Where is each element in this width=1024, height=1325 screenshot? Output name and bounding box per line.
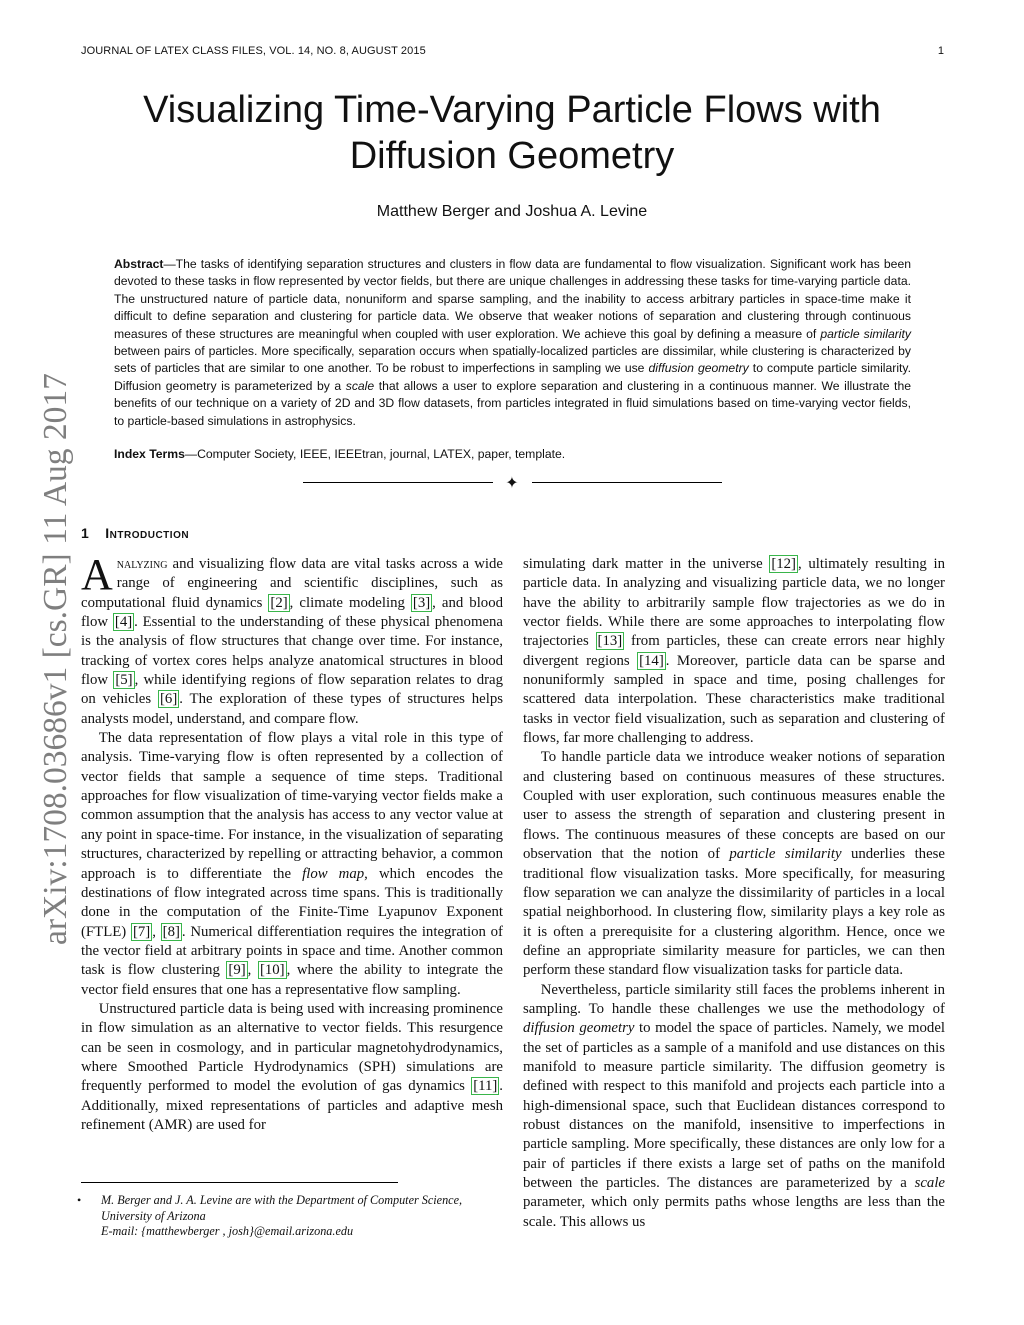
text-run: , where the ability to integrate the vector field ensures that one has a representative flow sampling. <box>81 962 503 998</box>
abstract-text: that allows a user to explore separation and clustering in a continuous manner. We illustrate the benefits of our technique on a variety of 2D and 3D flow datasets, from particles integrated in fluid simulations based on time-varying vector fields, to particle-based simulations in astrophysics. <box>114 378 911 428</box>
paragraph <box>81 1000 503 1135</box>
footnote <box>77 1193 506 1240</box>
star-icon: ✦ <box>505 473 519 492</box>
section-heading <box>81 525 189 541</box>
paper-title <box>0 87 1024 179</box>
index-terms-text: —Computer Society, IEEE, IEEEtran, journal, LATEX, paper, template. <box>184 447 566 461</box>
footnote-rule <box>81 1182 398 1183</box>
text-run: , climate modeling <box>289 594 411 611</box>
citation-link[interactable]: [5] <box>115 672 133 689</box>
citation-link[interactable]: [13] <box>597 633 623 650</box>
text-run: underlies these traditional flow visualization tasks. More specifically, for measuring flow separation we can analyze the dissimilarity of particles in a local spatial neighborhood. In clustering flow, similarity plays a key role as it is often a prerequisite for a clustering algorithm. Hence, once we define an appropriate similarity measure for particles, we can then perform these standard flow visualization tasks for particle data. <box>523 846 945 979</box>
text-run: . Numerical differentiation requires the integration of the vector field at arbitrary points in space and time. Another common task is flow clustering <box>81 923 503 979</box>
paragraph <box>523 981 945 1232</box>
footnote-body <box>101 1193 506 1240</box>
index-terms <box>114 447 911 461</box>
emphasis: particle similarity <box>729 846 842 863</box>
left-column <box>81 550 504 1135</box>
citation-link[interactable]: [12] <box>771 556 796 572</box>
text-run: To handle particle data we introduce weaker notions of separation and clustering based on continuous measures of these structures. Coupled with user exploration, such continuous measures enable the user to assess the strength of separation and clustering present in flows. The continuous measures of these concepts are based on our observation that the notion of <box>523 749 945 863</box>
separator-rule-right <box>532 482 722 483</box>
text-run: to model the space of particles. Namely, we model the set of particles as a sample of a manifold and use distances on this manifold to measure particle similarity. The diffusion geometry is defined with respect to this manifold and projects each particle into a high-dimensional space, such that Euclidean distances correspond to robust distances on the manifold, insensitive to imperfections in particle sampling. More specifically, these distances are only low for a pair of particles if there exists a large set of paths on the manifold between the particles. The distances are parameterized by a <box>523 1020 945 1191</box>
citation-link[interactable]: [3] <box>412 594 431 611</box>
text-run: , <box>247 962 258 979</box>
abstract-emphasis: scale <box>345 378 375 393</box>
paragraph <box>523 748 945 980</box>
text-run: and visualizing flow data are vital tasks across a wide range of engineering and scientific disciplines, such as computational fluid dynamics <box>81 556 503 611</box>
paragraph <box>81 550 503 729</box>
separator-rule-left <box>303 482 493 483</box>
text-run: . Additionally, mixed representations of particles and adaptive mesh refinement (AMR) are used for <box>81 1078 503 1133</box>
paragraph <box>523 555 945 748</box>
emphasis: flow map <box>302 865 365 882</box>
footnote-email: E-mail: {matthewberger , josh}@email.arizona.edu <box>101 1224 354 1239</box>
text-run: . Moreover, particle data can be sparse and nonuniformly sampled in space and time, posing challenges for scattered data interpolation. These characteristics make traditional tasks in vector field visualization, such as separation and clustering of flows, far more challenging to address. <box>523 652 945 747</box>
bullet-icon: • <box>77 1193 82 1207</box>
citation-link[interactable]: [8] <box>162 923 180 940</box>
citation-link[interactable]: [2] <box>270 594 288 611</box>
lead-word: nalyzing <box>116 556 168 572</box>
text-run: The data representation of flow plays a vital role in this type of analysis. Time-varying flow is often represented by a collection of vector fields that sample a sequence of time steps. Traditional approaches for flow visualization of time-varying vector fields make a common assumption that the analysis has access to any vector value at any point in space-time. For instance, in the visualization of separating structures, characterized by repelling or attracting behavior, a common approach is to differentiate the <box>81 730 503 882</box>
abstract-text: to compute particle similarity. Diffusion geometry is parameterized by a <box>114 361 911 393</box>
text-run: simulating dark matter in the universe <box>523 556 770 572</box>
abstract-text: between pairs of particles. More specifically, separation occurs when spatially-localized particles are dissimilar, while clustering is characterized by sets of particles that are similar to one another. To be robust to imperfections in sampling we use <box>114 344 911 376</box>
page-number: 1 <box>937 45 944 57</box>
citation-link[interactable]: [7] <box>132 923 151 940</box>
citation-link[interactable]: [14] <box>639 652 664 669</box>
emphasis: scale <box>914 1175 945 1191</box>
text-run: . Essential to the understanding of these physical phenomena is the analysis of flow structures that change over time. For instance, tracking of vortex cores helps analyze anatomical structures in blood flow <box>81 614 503 689</box>
text-run: from particles, these can create errors near highly divergent regions <box>523 633 945 669</box>
text-run: , and blood flow <box>81 594 503 631</box>
citation-link[interactable]: [11] <box>473 1078 498 1095</box>
text-run: parameter, which only permits paths whose lengths are less than the scale. This allows us <box>523 1194 945 1230</box>
footnote-affiliation: M. Berger and J. A. Levine are with the Department of Computer Science, University of Arizona <box>101 1193 463 1223</box>
title-line-1: Visualizing Time-Varying Particle Flows with <box>143 89 881 131</box>
arxiv-stamp: arXiv:1708.03686v1 [cs.GR] 11 Aug 2017 <box>37 373 74 945</box>
text-run: Nevertheless, particle similarity still faces the problems inherent in sampling. To handle these challenges we use the methodology of <box>523 981 945 1017</box>
citation-link[interactable]: [6] <box>160 691 178 708</box>
index-terms-label: Index Terms <box>114 447 185 461</box>
citation-link[interactable]: [9] <box>228 962 246 979</box>
paragraph <box>81 729 503 1000</box>
citation-link[interactable]: [10] <box>259 962 285 979</box>
abstract <box>114 256 911 430</box>
emphasis: diffusion geometry <box>523 1020 635 1037</box>
text-run: , which encodes the destinations of flow integrated across time spans. This is traditionally done in the computation of the Finite-Time Lyapunov Exponent (FTLE) <box>81 865 504 940</box>
text-run: Unstructured particle data is being used with increasing prominence in flow simulation as an alternative to vector fields. This resurgence can be seen in cosmology, and in particular magnetohydrodynamics, where Smoothed Particle Hydrodynamics (SPH) simulations are frequently performed to model the evolution of gas dynamics <box>81 1000 503 1095</box>
abstract-emphasis: particle similarity <box>820 326 911 341</box>
abstract-label: Abstract <box>114 257 164 271</box>
running-header: JOURNAL OF LATEX CLASS FILES, VOL. 14, NO. 8, AUGUST 2015 <box>81 45 426 57</box>
text-run: , while identifying regions of flow separation relates to drag on vehicles <box>81 672 503 708</box>
text-run: , ultimately resulting in particle data. In analyzing and visualizing particle data, we no longer have the ability to arbitrarily sample flow trajectories as we do in vector fields. While there are some approaches to interpolating flow trajectories <box>523 556 945 650</box>
citation-link[interactable]: [4] <box>114 614 133 631</box>
text-run: . The exploration of these types of structures helps analysts model, understand, and compare flow. <box>81 691 503 727</box>
abstract-emphasis: diffusion geometry <box>648 361 749 376</box>
text-run: , <box>152 923 161 940</box>
author-list: Matthew Berger and Joshua A. Levine <box>376 203 648 220</box>
title-line-2: Diffusion Geometry <box>349 135 675 177</box>
section-separator <box>303 474 722 492</box>
right-column <box>523 555 945 1232</box>
section-title: Introduction <box>105 525 190 541</box>
section-number: 1 <box>81 525 90 541</box>
drop-cap: A <box>81 550 113 599</box>
abstract-text: —The tasks of identifying separation structures and clusters in flow data are fundamental to flow visualization. Significant work has been devoted to these tasks in flow represented by vector fields, but there are unique challenges in addressing these tasks for time-varying particle data. The unstructured nature of particle data, nonuniform and sparse sampling, and the inability to access arbitrary particles in space-time make it difficult to define separation and clustering for particle data. We observe that weaker notions of separation and clustering through continuous measures of these structures are meaningful when coupled with user exploration. We achieve this goal by defining a measure of <box>114 257 911 341</box>
